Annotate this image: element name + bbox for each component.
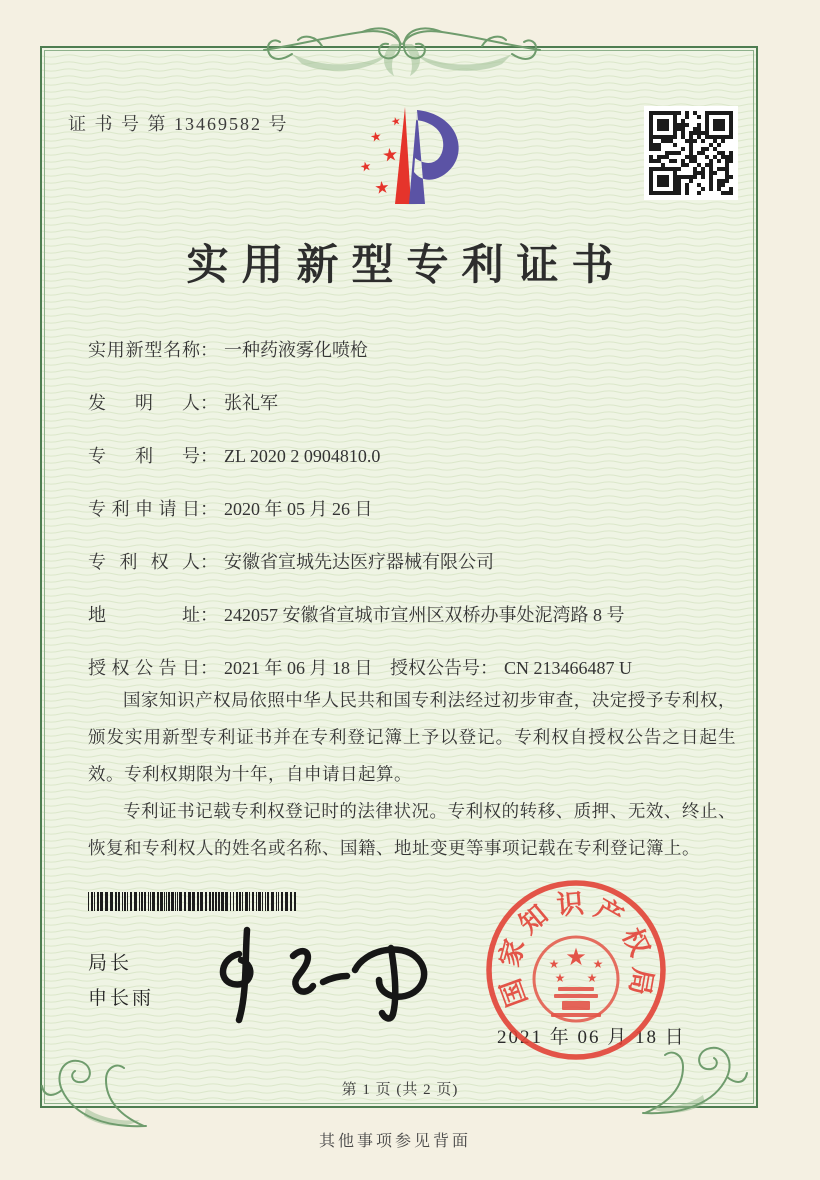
legal-text-block (88, 682, 736, 867)
national-emblem-icon (534, 937, 618, 1021)
field-label: 发明人 (88, 393, 200, 413)
field-label: 授权公告日 (88, 658, 200, 678)
field-value: 242057 安徽省宣城市宣州区双桥办事处泥湾路 8 号 (224, 605, 625, 625)
field-value: 2020 年 05 月 26 日 (224, 499, 373, 519)
colon: ： (200, 393, 218, 413)
svg-text:★: ★ (380, 143, 400, 167)
svg-text:家: 家 (494, 935, 531, 970)
field-label: 地址 (88, 605, 200, 625)
field-label: 专利号 (88, 446, 200, 466)
svg-text:★: ★ (369, 129, 384, 146)
colon: ： (480, 658, 498, 678)
svg-text:★: ★ (586, 971, 598, 985)
certificate-title: 实用新型专利证书 (186, 243, 627, 289)
bottom-left-flourish-icon (26, 1038, 161, 1133)
svg-text:识: 识 (555, 888, 585, 921)
svg-text:产: 产 (589, 893, 629, 933)
top-border-flourish-icon (262, 10, 542, 88)
svg-text:★: ★ (565, 943, 587, 971)
svg-text:局: 局 (623, 965, 659, 998)
handwritten-signature-icon (205, 920, 440, 1025)
field-row-address (88, 601, 625, 627)
svg-text:★: ★ (389, 113, 403, 129)
field-value: CN 213466487 U (504, 658, 633, 678)
field-grant-number (390, 654, 632, 680)
colon: ： (200, 552, 218, 572)
colon: ： (200, 340, 218, 360)
field-label: 专利申请日 (88, 499, 200, 519)
field-row-filing-date (88, 495, 373, 521)
barcode-icon (88, 892, 303, 911)
field-label: 授权公告号 (390, 658, 480, 678)
field-row-patentee (88, 548, 494, 574)
field-row-utility-model-name (88, 336, 368, 362)
qr-code-icon (644, 106, 738, 200)
certificate-number: 证 书 号 第 13469582 号 (68, 114, 289, 134)
page-indicator: 第 1 页 (共 2 页) (341, 1082, 459, 1098)
svg-text:知: 知 (513, 899, 554, 940)
field-label: 专利权人 (88, 552, 200, 572)
field-row-patent-number (88, 442, 380, 468)
cnipa-round-seal-icon (481, 875, 671, 1065)
field-value: 安徽省宣城先达医疗器械有限公司 (224, 552, 494, 572)
svg-text:★: ★ (554, 971, 566, 985)
legal-paragraph-1: 国家知识产权局依照中华人民共和国专利法经过初步审查，决定授予专利权，颁发实用新型专利证书并在专利登记簿上予以登记。专利权自授权公告之日起生效。专利权期限为十年，自申请日起算。 (88, 690, 736, 784)
colon: ： (200, 499, 218, 519)
director-name: 申长雨 (88, 988, 155, 1009)
cnipa-patent-logo-icon (335, 102, 465, 212)
colon: ： (200, 658, 218, 678)
field-value: 一种药液雾化喷枪 (224, 340, 368, 360)
svg-text:★: ★ (592, 957, 604, 971)
svg-text:★: ★ (548, 957, 560, 971)
svg-text:权: 权 (616, 923, 656, 961)
field-label: 实用新型名称 (88, 340, 200, 360)
colon: ： (200, 446, 218, 466)
field-value: 张礼军 (224, 393, 278, 413)
svg-text:国: 国 (495, 974, 533, 1011)
svg-text:★: ★ (373, 177, 391, 199)
director-title: 局长 (88, 953, 133, 974)
field-row-grant (88, 654, 633, 680)
colon: ： (200, 605, 218, 625)
field-value: ZL 2020 2 0904810.0 (224, 446, 381, 466)
legal-paragraph-2: 专利证书记载专利权登记时的法律状况。专利权的转移、质押、无效、终止、恢复和专利权人的姓名或名称、国籍、地址变更等事项记载在专利登记簿上。 (88, 801, 736, 858)
seal-date: 2021 年 06 月 18 日 (497, 1027, 686, 1048)
svg-text:★: ★ (358, 158, 374, 176)
field-row-inventor (88, 389, 278, 415)
field-value: 2021 年 06 月 18 日 (224, 658, 373, 678)
back-side-note: 其他事项参见背面 (318, 1133, 471, 1150)
